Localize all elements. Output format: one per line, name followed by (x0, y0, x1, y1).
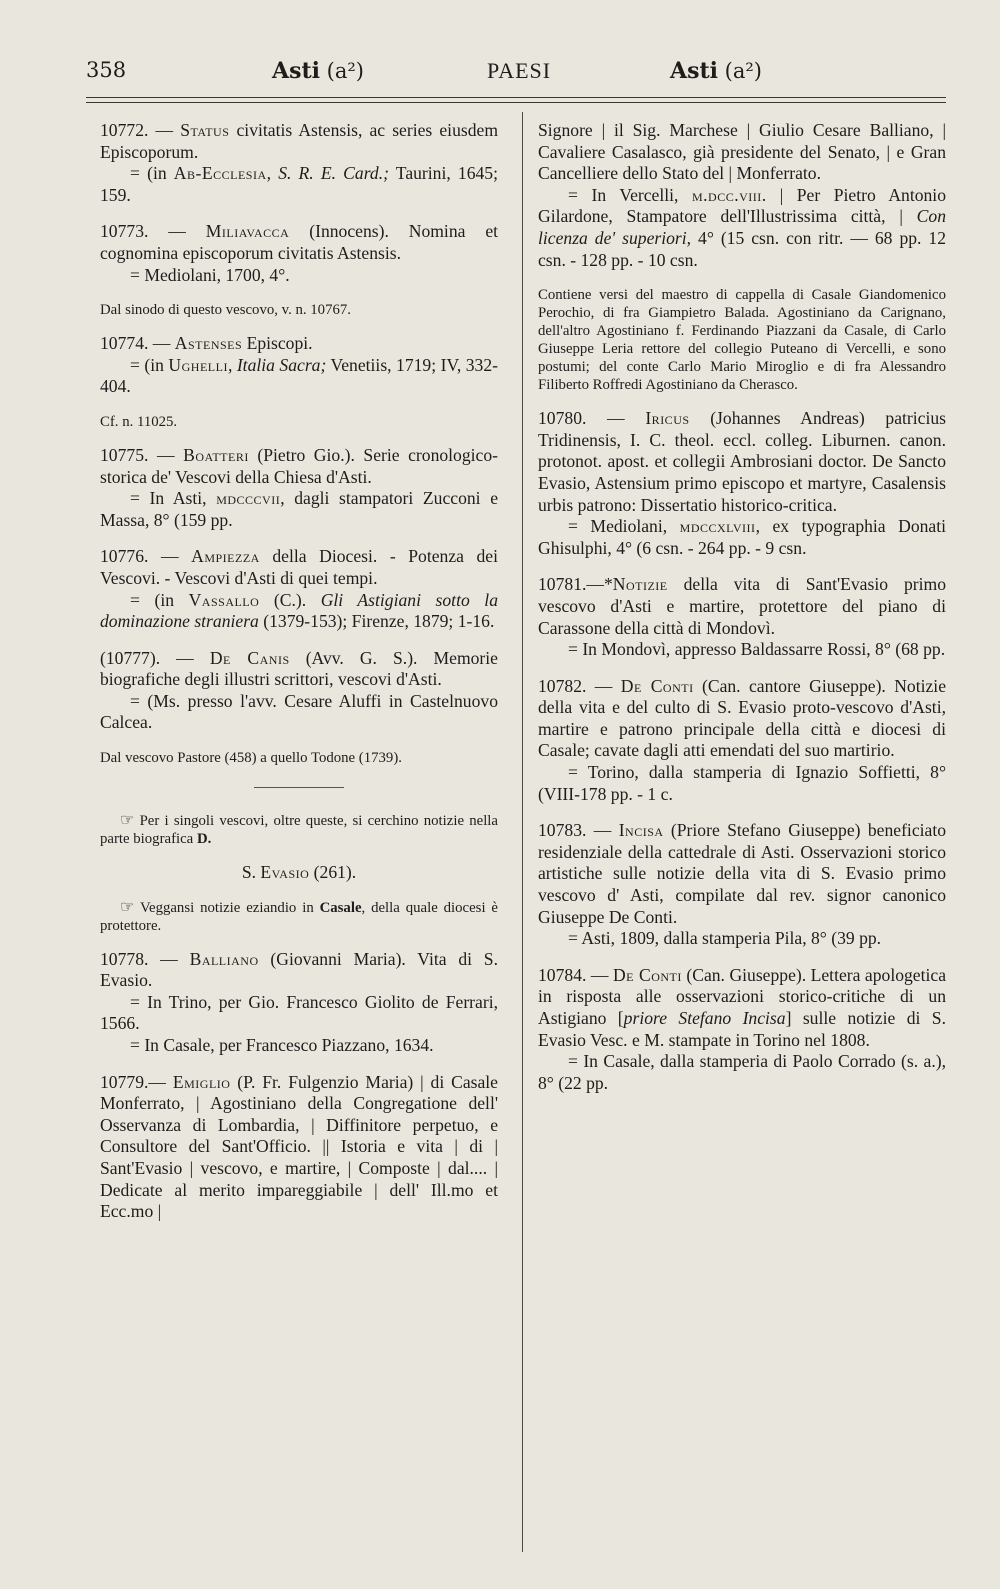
entry-title: (P. Fr. Fulgenzio Maria) | di Casale Monferrato, | Agostiniano della Congregatione dell' Osservanza di Lombardia, | Diffinitore perpetuo, e Consultore del Sant'Officio. || Istoria e vita | di | Sant'Evasio | vescovo, e martire, | Composte | dal.... | Dedicate al merito impareggiabile | dell' Ill.mo et Ecc.mo | (100, 1071, 498, 1222)
entry-imprint (100, 163, 498, 206)
imprint-part: Vassallo (188, 589, 260, 610)
entry-note: Dal vescovo Pastore (458) a quello Todone (1739). (100, 750, 402, 767)
pointing-hand-icon: ☞ (120, 812, 135, 830)
entry-author: Boatteri (183, 444, 249, 465)
entry-author: Status (180, 120, 230, 140)
entry-10779-continued (538, 120, 946, 271)
entry-10775: 10775. — Boatteri (Pietro Gio.). Serie cronologico-storica de' Vescovi della Chiesa d'Asti. = In Asti, mdcccvii, dagli stampatori Zucconi e Massa, 8° (159 pp. (100, 444, 499, 530)
hand-note-2 (100, 899, 498, 935)
entry-title: civitatis Astensis, ac series eiusdem Episcoporum. (100, 120, 499, 162)
imprint-part: mdcccvii (216, 488, 281, 509)
heading-part: (261). (309, 862, 357, 883)
hand-note (100, 812, 498, 848)
imprint-part: = (in (130, 589, 189, 610)
entry-title: (Innocens). Nomina et cognomina episcoporum civitatis Astensis. (100, 221, 499, 263)
imprint-part: (1379-153); Firenze, 1879; 1-16. (258, 611, 495, 632)
imprint-part: m.dcc.viii (691, 184, 762, 205)
heading-part: Evasio (260, 862, 310, 883)
imprint-part: Venetiis, 1719; IV, 332-404. (100, 354, 499, 397)
imprint-part: , dagli stampatori Zucconi e Massa, 8° (159 pp. (100, 488, 499, 530)
entry-10772: 10772. — Status civitatis Astensis, ac series eiusdem Episcoporum. = (in Ab-Ecclesia, S. R. E. Card.; Taurini, 1645; 159. (100, 120, 499, 205)
imprint-part: = (in (130, 163, 174, 184)
column-divider (522, 112, 523, 1552)
imprint-part: , S. R. E. Card.; (266, 163, 389, 184)
left-column (100, 120, 498, 1238)
pointing-hand-icon: ☞ (120, 898, 135, 916)
imprint-part: Con licenza de' superiori, (538, 206, 946, 248)
entry-imprint (100, 590, 498, 633)
running-head-right-title: Asti (670, 58, 718, 84)
entry-imprint: = Asti, 1809, dalla stamperia Pila, 8° (39 pp. (568, 928, 882, 949)
section-heading (100, 862, 498, 884)
entry-title: ] sulle notizie di S. Evasio Vesc. e M. stampate in Torino nel 1808. (538, 1008, 946, 1050)
entry-author: Emiglio (172, 1071, 231, 1092)
entry-10779 (100, 1072, 498, 1223)
note-text: Veggansi notizie eziandio in (139, 899, 320, 916)
entry-10784: 10784. — De Conti (Can. Giuseppe). Lettera apologetica in risposta alle osservazioni storico-critiche di un Astigiano [priore Stefano Incisa] sulle notizie di S. Evasio Vesc. e M. stampate in Torino nel 1808. = In Casale, dalla stamperia di Paolo Corrado (s. a.), 8° (22 pp. (538, 964, 947, 1093)
entry-10777: (10777). — De Canis (Avv. G. S.). Memorie biografiche degli illustri scrittori, vescovi d'Asti. = (Ms. presso l'avv. Cesare Aluffi in Castelnuovo Calcea. (100, 647, 498, 733)
entry-title: (Can. Giuseppe). Lettera apologetica in risposta alle osservazioni storico-critiche di un Astigiano [ (538, 964, 947, 1028)
entry-imprint: = Mediolani, 1700, 4°. (130, 264, 290, 285)
entry-imprint: = In Trino, per Gio. Francesco Giolito de Ferrari, 1566. (100, 991, 498, 1034)
entry-number: 10780. (538, 408, 587, 429)
imprint-part: 4° (15 csn. con ritr. — 68 pp. 12 csn. - 128 pp. - 10 csn. (538, 227, 946, 270)
heading-part: S. (241, 862, 261, 883)
entry-10780: 10780. — Iricus (Johannes Andreas) patricius Tridinensis, I. C. theol. eccl. colleg. Liburnen. canon. protonot. apost. et collegii Ambrosiani doctor. De Sancto Evasio, Astensium primo episcopo et martyre, Casalensis urbis patrono: Dissertatio historico-critica. = Mediolani, mdccxlviii, ex typographia Donati Ghisulphi, 4° (6 csn. - 264 pp. - 9 csn. (538, 408, 946, 558)
entry-author: Astenses (174, 333, 243, 354)
entry-imprint: = (Ms. presso l'avv. Cesare Aluffi in Castelnuovo Calcea. (100, 690, 498, 733)
right-column (538, 120, 946, 1109)
note-text-bold: Casale (319, 899, 362, 916)
entry-10776: 10776. — Ampiezza della Diocesi. - Potenza dei Vescovi. - Vescovi d'Asti di quei tempi. = (in Vassallo (C.). Gli Astigiani sotto la dominazione straniera (1379-153); Firenze, 1879; 1-16. (100, 546, 498, 632)
entry-number: 10774. (100, 333, 149, 354)
imprint-part: Taurini, 1645; 159. (100, 163, 498, 205)
imprint-part: mdccxlviii (679, 516, 756, 537)
entry-title: Signore | il Sig. Marchese | Giulio Cesare Balliano, | Cavaliere Casalasco, già presidente del Senato, | e Gran Cancelliere dello Stato del | Monferrato. (538, 120, 946, 184)
page-number: 358 (86, 58, 127, 82)
imprint-part: = (in (130, 354, 169, 375)
section-separator (254, 787, 344, 788)
entry-author: Ampiezza (191, 546, 260, 567)
note-text: Per i singoli vescovi, oltre queste, si cerchino notizie nella parte biografica (100, 813, 498, 848)
entry-number: 10776. (100, 546, 149, 567)
entry-imprint (100, 355, 498, 398)
entry-number: 10778. (100, 948, 149, 969)
entry-author: De Canis (209, 647, 290, 668)
entry-10778: 10778. — Balliano (Giovanni Maria). Vita di S. Evasio. = In Trino, per Gio. Francesco Giolito de Ferrari, 1566. = In Casale, per Francesco Piazzano, 1634. (100, 948, 498, 1056)
entry-note: Dal sinodo di questo vescovo, v. n. 10767. (100, 302, 351, 319)
entry-imprint (538, 516, 946, 559)
entry-number: 10781.—* (538, 574, 613, 595)
entry-author: Incisa (618, 820, 664, 841)
entry-title: (Johannes Andreas) patricius Tridinensis, I. C. theol. eccl. colleg. Liburnen. canon. protonot. apost. et collegii Ambrosiani doctor. De Sancto Evasio, Astensium primo episcopo et martyre, Casalensis urbis patrono: Dissertatio historico-critica. (538, 408, 946, 515)
entry-number: 10784. (538, 964, 587, 985)
running-head-left (272, 58, 364, 84)
running-head-left-sub: (a²) (326, 59, 364, 83)
entry-number: (10777). (100, 647, 161, 668)
imprint-part: Ab-Ecclesia (173, 163, 267, 184)
entry-title: della vita di Sant'Evasio primo vescovo d'Asti e martire, protettore del piano di Carassone della città di Mondovì. (538, 574, 946, 638)
running-head-left-title: Asti (272, 58, 320, 84)
entry-author: De Conti (612, 964, 682, 985)
entry-imprint: = In Mondovì, appresso Baldassarre Rossi, 8° (68 pp. (568, 639, 946, 660)
entry-title: della Diocesi. - Potenza dei Vescovi. - Vescovi d'Asti di quei tempi. (100, 546, 498, 588)
entry-number: 10783. (538, 820, 587, 841)
entry-title: (Can. cantore Giuseppe). Notizie della vita e del culto di S. Evasio proto-vescovo d'Asti, martire e patrono principale della città e diocesi di Casale; cavate dagli atti emendati del suo martirio. (538, 675, 947, 761)
entry-10781 (538, 574, 946, 660)
entry-number: 10779.— (100, 1071, 166, 1092)
entry-title: Episcopi. (242, 333, 313, 354)
entry-author: Iricus (645, 408, 690, 429)
header-rule (86, 97, 946, 98)
imprint-part: , Italia Sacra; (227, 354, 327, 375)
entry-10773: 10773. — Miliavacca (Innocens). Nomina et cognomina episcoporum civitatis Astensis. = Mediolani, 1700, 4°. (100, 221, 499, 285)
running-head-center: PAESI (487, 58, 552, 83)
entry-number: 10773. (100, 221, 149, 242)
imprint-part: = Mediolani, (568, 516, 680, 537)
imprint-part: Gli Astigiani sotto la dominazione straniera (100, 589, 498, 632)
entry-imprint: = In Casale, per Francesco Piazzano, 1634. (130, 1035, 434, 1056)
entry-note: Cf. n. 11025. (100, 413, 178, 430)
entry-title: (Priore Stefano Giuseppe) beneficiato residenziale della cattedrale di Asti. Osservazioni storico artistiche sulle notizie della vita di S. Evasio primo vescovo d' Asti, compilate dal rev. signor canonico Giuseppe De Conti. (538, 820, 947, 927)
imprint-part: , ex typographia Donati Ghisulphi, 4° (6 csn. - 264 pp. - 9 csn. (538, 516, 946, 558)
note-text: , della quale diocesi è protettore. (100, 899, 498, 934)
header-rule-thin (86, 102, 946, 103)
entry-title-italic: priore Stefano Incisa (623, 1008, 786, 1028)
imprint-part: . | Per Pietro Antonio Gilardone, Stampatore dell'Illustrissima città, | (538, 184, 946, 227)
entry-10783: 10783. — Incisa (Priore Stefano Giuseppe) beneficiato residenziale della cattedrale di Asti. Osservazioni storico artistiche sulle notizie della vita di S. Evasio primo vescovo d' Asti, compilate dal rev. signor canonico Giuseppe De Conti. = Asti, 1809, dalla stamperia Pila, 8° (39 pp. (538, 820, 947, 949)
imprint-part: (C.). (259, 589, 321, 610)
note-text-bold: D. (196, 831, 212, 848)
entry-10774: 10774. — Astenses Episcopi. = (in Ughelli, Italia Sacra; Venetiis, 1719; IV, 332-404. (100, 333, 499, 397)
entry-author: Miliavacca (205, 221, 290, 242)
entry-author: Notizie (612, 574, 668, 595)
entry-title: (Avv. G. S.). Memorie biografiche degli illustri scrittori, vescovi d'Asti. (100, 647, 498, 690)
running-head-right (670, 58, 762, 84)
entry-note: Contiene versi del maestro di cappella di Casale Giandomenico Perochio, di fra Giampietro Balada. Agostiniano da Carignano, dell'altro Agostiniano f. Ferdinando Piazzani da Casale, di Carlo Giuseppe Leria rettore del collegio Puteano di Vercelli, e sono postumi; del conte Carlo Mario Miroglio e di fra Alessandro Filiberto Roffredi Agostiniano da Cherasco. (538, 287, 946, 394)
running-head-right-sub: (a²) (724, 59, 762, 83)
imprint-part: = In Vercelli, (568, 184, 692, 205)
entry-imprint (538, 185, 946, 271)
entry-number: 10782. (538, 675, 587, 696)
entry-number: 10775. (100, 444, 149, 465)
entry-title: (Pietro Gio.). Serie cronologico-storica de' Vescovi della Chiesa d'Asti. (100, 444, 498, 487)
entry-10782: 10782. — De Conti (Can. cantore Giuseppe). Notizie della vita e del culto di S. Evasio proto-vescovo d'Asti, martire e patrono principale della città e diocesi di Casale; cavate dagli atti emendati del suo martirio. = Torino, dalla stamperia di Ignazio Soffietti, 8° (VIII-178 pp. - 1 c. (538, 675, 947, 804)
entry-author: Balliano (189, 948, 259, 969)
entry-author: De Conti (620, 675, 694, 696)
entry-number: 10772. (100, 120, 149, 140)
entry-title: (Giovanni Maria). Vita di S. Evasio. (100, 948, 498, 991)
entry-imprint: = Torino, dalla stamperia di Ignazio Soffietti, 8° (VIII-178 pp. - 1 c. (538, 762, 946, 804)
imprint-part: Ughelli (168, 354, 228, 375)
entry-imprint: = In Casale, dalla stamperia di Paolo Corrado (s. a.), 8° (22 pp. (538, 1051, 946, 1093)
entry-imprint (100, 488, 498, 531)
imprint-part: = In Asti, (130, 488, 217, 509)
